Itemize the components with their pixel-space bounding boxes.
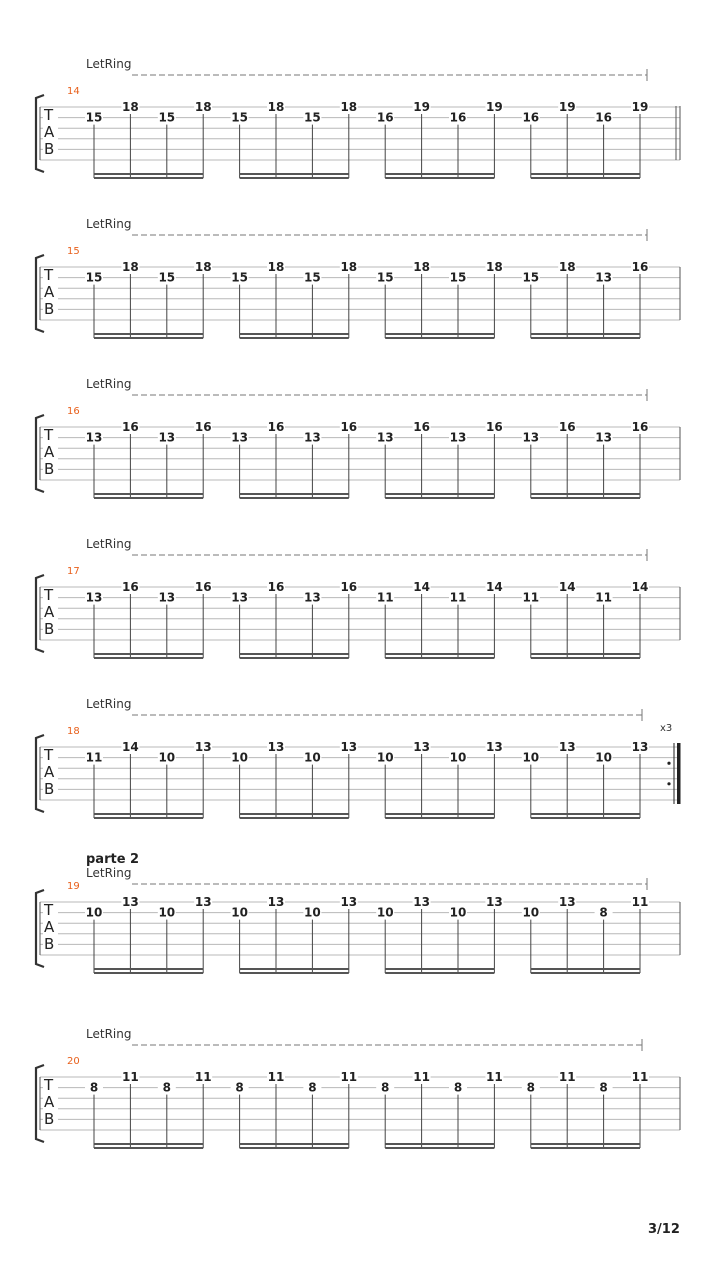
beam-primary [385,333,494,335]
tab-clef-letter: A [44,763,55,781]
letring-label: LetRing [86,57,132,71]
beam-primary [94,173,203,175]
beam-secondary [531,177,640,179]
fret-number: 19 [413,100,430,114]
fret-number: 18 [122,260,139,274]
fret-number: 13 [486,895,503,909]
letring-label: LetRing [86,377,132,391]
tab-clef-letter: B [44,1110,55,1128]
fret-number: 10 [158,905,176,920]
fret-number: 15 [376,270,394,285]
beam-secondary [240,337,349,339]
fret-number: 10 [522,905,540,920]
fret-number: 13 [158,430,176,445]
beam-primary [240,493,349,495]
fret-number: 11 [631,895,649,909]
fret-number: 18 [558,260,576,274]
fret-number: 8 [381,1080,390,1095]
beam-secondary [385,817,494,819]
fret-number: 18 [340,260,358,274]
fret-number: 13 [267,895,285,909]
fret-number: 16 [340,580,358,594]
fret-number: 11 [413,1070,430,1084]
page-number: 3/12 [648,1222,680,1237]
fret-number: 11 [522,590,540,605]
fret-number: 8 [235,1080,244,1095]
fret-number: 15 [158,110,176,125]
measure-number: 17 [67,566,80,577]
measure-number: 20 [67,1056,80,1067]
beam-primary [240,653,349,655]
beam-primary [94,333,203,335]
fret-number: 14 [486,580,503,594]
beam-secondary [385,497,494,499]
fret-number: 13 [449,430,467,445]
beam-secondary [385,1147,494,1149]
tab-clef-letter: T [44,266,54,284]
beam-secondary [385,177,494,179]
fret-number: 19 [558,100,576,114]
fret-number: 13 [558,740,576,754]
fret-number: 13 [85,430,103,445]
fret-number: 13 [595,430,612,445]
beam-primary [240,333,349,335]
beam-secondary [531,972,640,974]
fret-number: 18 [267,260,285,274]
fret-number: 15 [522,270,540,285]
beam-primary [94,813,203,815]
fret-number: 10 [376,905,394,920]
beam-primary [531,493,640,495]
beam-secondary [385,657,494,659]
tab-system-17 [0,537,720,680]
measure-number: 16 [67,406,80,417]
fret-number: 11 [631,1070,649,1084]
section-label: parte 2 [86,852,140,867]
beam-secondary [94,337,203,339]
fret-number: 10 [158,750,176,765]
fret-number: 15 [231,110,248,125]
tab-clef-letter: A [44,1093,55,1111]
fret-number: 13 [522,430,540,445]
tab-clef-letter: A [44,443,55,461]
fret-number: 13 [340,740,358,754]
tab-system-14 [0,57,720,200]
beam-secondary [385,972,494,974]
beam-secondary [94,817,203,819]
tab-clef-letter: A [44,918,55,936]
beam-primary [531,173,640,175]
fret-number: 11 [194,1070,212,1084]
beam-primary [531,333,640,335]
fret-number: 11 [558,1070,576,1084]
letring-label: LetRing [86,217,132,231]
beam-secondary [240,817,349,819]
fret-number: 10 [449,750,467,765]
beam-primary [94,493,203,495]
fret-number: 18 [122,100,139,114]
tab-clef-letter: T [44,106,54,124]
fret-number: 10 [522,750,540,765]
tab-clef-letter: B [44,140,55,158]
fret-number: 18 [486,260,503,274]
letring-label: LetRing [86,866,132,880]
fret-number: 11 [486,1070,503,1084]
beam-primary [531,813,640,815]
beam-primary [385,493,494,495]
tab-clef-letter: B [44,935,55,953]
beam-secondary [531,337,640,339]
beam-primary [94,968,203,970]
beam-secondary [531,497,640,499]
tab-system-18 [0,697,720,840]
fret-number: 18 [267,100,285,114]
fret-number: 15 [304,270,321,285]
fret-number: 13 [231,590,248,605]
tab-clef-letter: B [44,780,55,798]
fret-number: 16 [631,260,649,274]
fret-number: 16 [486,420,503,434]
tab-clef-letter: T [44,901,54,919]
fret-number: 13 [595,270,612,285]
letring-label: LetRing [86,697,132,711]
repeat-barline-thick [677,743,681,804]
fret-number: 16 [631,420,649,434]
tab-clef-letter: A [44,283,55,301]
beam-secondary [531,1147,640,1149]
fret-number: 19 [486,100,503,114]
beam-secondary [240,177,349,179]
fret-number: 8 [599,905,608,920]
beam-primary [385,968,494,970]
fret-number: 13 [231,430,248,445]
fret-number: 11 [449,590,467,605]
fret-number: 10 [595,750,612,765]
fret-number: 13 [194,895,212,909]
fret-number: 10 [85,905,103,920]
beam-primary [531,968,640,970]
fret-number: 15 [231,270,248,285]
fret-number: 16 [522,110,540,125]
beam-secondary [240,497,349,499]
beam-primary [240,968,349,970]
fret-number: 16 [340,420,358,434]
fret-number: 11 [340,1070,358,1084]
beam-primary [385,1143,494,1145]
beam-secondary [531,817,640,819]
fret-number: 8 [162,1080,171,1095]
fret-number: 16 [122,580,139,594]
measure-number: 15 [67,246,80,257]
tab-clef-letter: A [44,123,55,141]
letring-label: LetRing [86,537,132,551]
tab-clef-letter: T [44,586,54,604]
fret-number: 8 [308,1080,317,1095]
fret-number: 16 [194,580,212,594]
fret-number: 18 [194,100,212,114]
beam-primary [531,1143,640,1145]
fret-number: 15 [449,270,467,285]
letring-label: LetRing [86,1027,132,1041]
fret-number: 13 [413,895,430,909]
fret-number: 15 [85,270,103,285]
fret-number: 10 [231,905,248,920]
fret-number: 16 [558,420,576,434]
fret-number: 8 [599,1080,608,1095]
beam-secondary [531,657,640,659]
fret-number: 8 [89,1080,99,1095]
fret-number: 10 [449,905,467,920]
beam-primary [385,173,494,175]
fret-number: 18 [340,100,358,114]
measure-number: 19 [67,881,80,892]
fret-number: 16 [122,420,139,434]
fret-number: 18 [413,260,430,274]
fret-number: 13 [267,740,285,754]
fret-number: 15 [158,270,176,285]
fret-number: 18 [194,260,212,274]
fret-number: 10 [376,750,394,765]
fret-number: 16 [595,110,612,125]
fret-number: 8 [526,1080,535,1095]
beam-secondary [94,972,203,974]
fret-number: 14 [558,580,576,594]
fret-number: 14 [413,580,430,594]
fret-number: 16 [449,110,467,125]
beam-primary [94,1143,203,1145]
fret-number: 13 [304,590,321,605]
fret-number: 13 [340,895,358,909]
fret-number: 19 [631,100,649,114]
fret-number: 15 [304,110,321,125]
fret-number: 10 [304,750,321,765]
fret-number: 13 [194,740,212,754]
repeat-dot [667,762,670,765]
tab-system-16 [0,377,720,520]
tab-clef-letter: T [44,1076,54,1094]
fret-number: 10 [231,750,248,765]
beam-secondary [240,657,349,659]
beam-secondary [385,337,494,339]
fret-number: 10 [304,905,321,920]
beam-primary [240,1143,349,1145]
tab-clef-letter: B [44,300,55,318]
beam-secondary [94,177,203,179]
fret-number: 13 [376,430,394,445]
tab-system-20 [0,1027,720,1170]
fret-number: 14 [631,580,649,594]
fret-number: 11 [85,750,103,765]
fret-number: 13 [413,740,430,754]
fret-number: 16 [376,110,394,125]
fret-number: 16 [194,420,212,434]
tab-clef-letter: T [44,426,54,444]
beam-primary [94,653,203,655]
beam-secondary [94,1147,203,1149]
beam-secondary [94,657,203,659]
fret-number: 8 [453,1080,463,1095]
beam-secondary [240,972,349,974]
measure-number: 14 [67,86,80,97]
beam-primary [240,173,349,175]
repeat-count: x3 [660,723,673,734]
fret-number: 13 [486,740,503,754]
fret-number: 11 [122,1070,139,1084]
tab-clef-letter: T [44,746,54,764]
tab-clef-letter: A [44,603,55,621]
repeat-dot [667,782,670,785]
fret-number: 11 [376,590,394,605]
fret-number: 16 [267,420,285,434]
beam-secondary [94,497,203,499]
fret-number: 13 [631,740,649,754]
fret-number: 16 [267,580,285,594]
fret-number: 15 [85,110,103,125]
fret-number: 13 [304,430,321,445]
fret-number: 13 [158,590,176,605]
tab-clef-letter: B [44,460,55,478]
fret-number: 13 [558,895,576,909]
beam-primary [385,813,494,815]
fret-number: 16 [413,420,430,434]
tab-clef-letter: B [44,620,55,638]
measure-number: 18 [67,726,80,737]
beam-primary [240,813,349,815]
tab-system-15 [0,217,720,360]
tab-system-19 [0,852,720,995]
fret-number: 14 [122,740,139,754]
fret-number: 13 [122,895,139,909]
beam-primary [531,653,640,655]
fret-number: 11 [595,590,612,605]
fret-number: 11 [267,1070,285,1084]
beam-primary [385,653,494,655]
beam-secondary [240,1147,349,1149]
fret-number: 13 [85,590,103,605]
